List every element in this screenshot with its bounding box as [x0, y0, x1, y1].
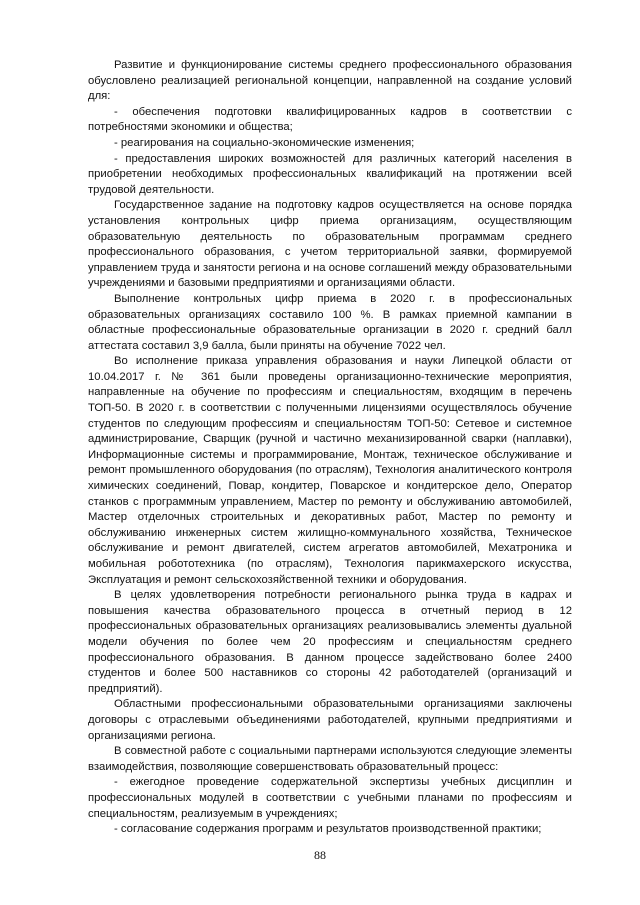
paragraph-partnership: В совместной работе с социальными партнерами используются следующие элементы взаимодействия, позволяющие совершенствовать образовательный процесс:	[88, 745, 572, 773]
list-item-expertise: - ежегодное проведение содержательной экспертизы учебных дисциплин и профессиональных модулей в соответствии с учебными планами по профессиям и специальностям, реализуемым в учреждениях;	[88, 776, 572, 820]
list-item-opportunities: - предоставления широких возможностей для различных категорий населения в приобретении необходимых профессиональных квалификаций на протяжении всей трудовой деятельности.	[88, 152, 572, 196]
list-item-training: - обеспечения подготовки квалифицированных кадров в соответствии с потребностями экономики и общества;	[88, 105, 572, 134]
paragraph-dual-model: В целях удовлетворения потребности регионального рынка труда в кадрах и повышения качества образовательного процесса в отчетный период в 12 профессиональных образовательных организациях реализовывались элементы дуальной модели обучения по более чем 20 профессиям и специальностям среднего профессионального образования. В данном процессе задействовано более 2400 студентов и более 500 наставников со стороны 42 работодателей (организаций и предприятий).	[88, 589, 572, 695]
page-number: 88	[314, 848, 326, 862]
paragraph-admission-figures: Выполнение контрольных цифр приема в 2020 г. в профессиональных образовательных организациях составило 100 %. В рамках приемной кампании в областные профессиональные образовательные организации в 2020 г. средний балл аттестата составил 3,9 балла, были приняты на обучение 7022 чел.	[88, 292, 572, 352]
list-item-practice: - согласование содержания программ и результатов производственной практики;	[114, 823, 542, 836]
body-text	[88, 58, 572, 838]
paragraph-top50: Во исполнение приказа управления образования и науки Липецкой области от 10.04.2017 г. № 361 были проведены организационно-технические мероприятия, направленные на обучение по профессиям и специальностям, входящим в перечень ТОП-50. В 2020 г. в соответствии с полученными лицензиями осуществлялось обучение студентов по следующим профессиям и специальностям ТОП-50: Сетевое и системное администрирование, Сварщик (ручной и частично механизированной сварки (наплавки), Информационные системы и программирование, Монтаж, техническое обслуживание и ремонт промышленного оборудования (по отраслям), Технология аналитического контроля химических соединений, Повар, кондитер, Поварское и кондитерское дело, Оператор станков с программным управлением, Мастер по ремонту и обслуживанию автомобилей, Мастер отделочных строительных и декоративных работ, Мастер по ремонту и обслуживанию инженерных систем жилищно-коммунального хозяйства, Техническое обслуживание и ремонт двигателей, систем агрегатов автомобилей, Мехатроника и мобильная робототехника (по отраслям), Технология парикмахерского искусства, Эксплуатация и ремонт сельскохозяйственной техники и оборудования.	[88, 355, 572, 586]
paragraph-state-assignment: Государственное задание на подготовку кадров осуществляется на основе порядка установления контрольных цифр приема организациям, осуществляющим образовательную деятельность по образовательным программам среднего профессионального образования, с учетом территориальной заявки, формируемой управлением труда и занятости региона и на основе соглашений между образовательными учреждениями и базовыми предприятиями и организациями области.	[88, 199, 572, 290]
paragraph-agreements: Областными профессиональными образовательными организациями заключены договоры с отраслевыми объединениями работодателей, крупными предприятиями и организациями региона.	[88, 698, 572, 742]
paragraph-intro: Развитие и функционирование системы среднего профессионального образования обусловлено реализацией региональной концепции, направленной на создание условий для:	[88, 59, 572, 103]
list-item-response: - реагирования на социально-экономические изменения;	[114, 136, 415, 149]
